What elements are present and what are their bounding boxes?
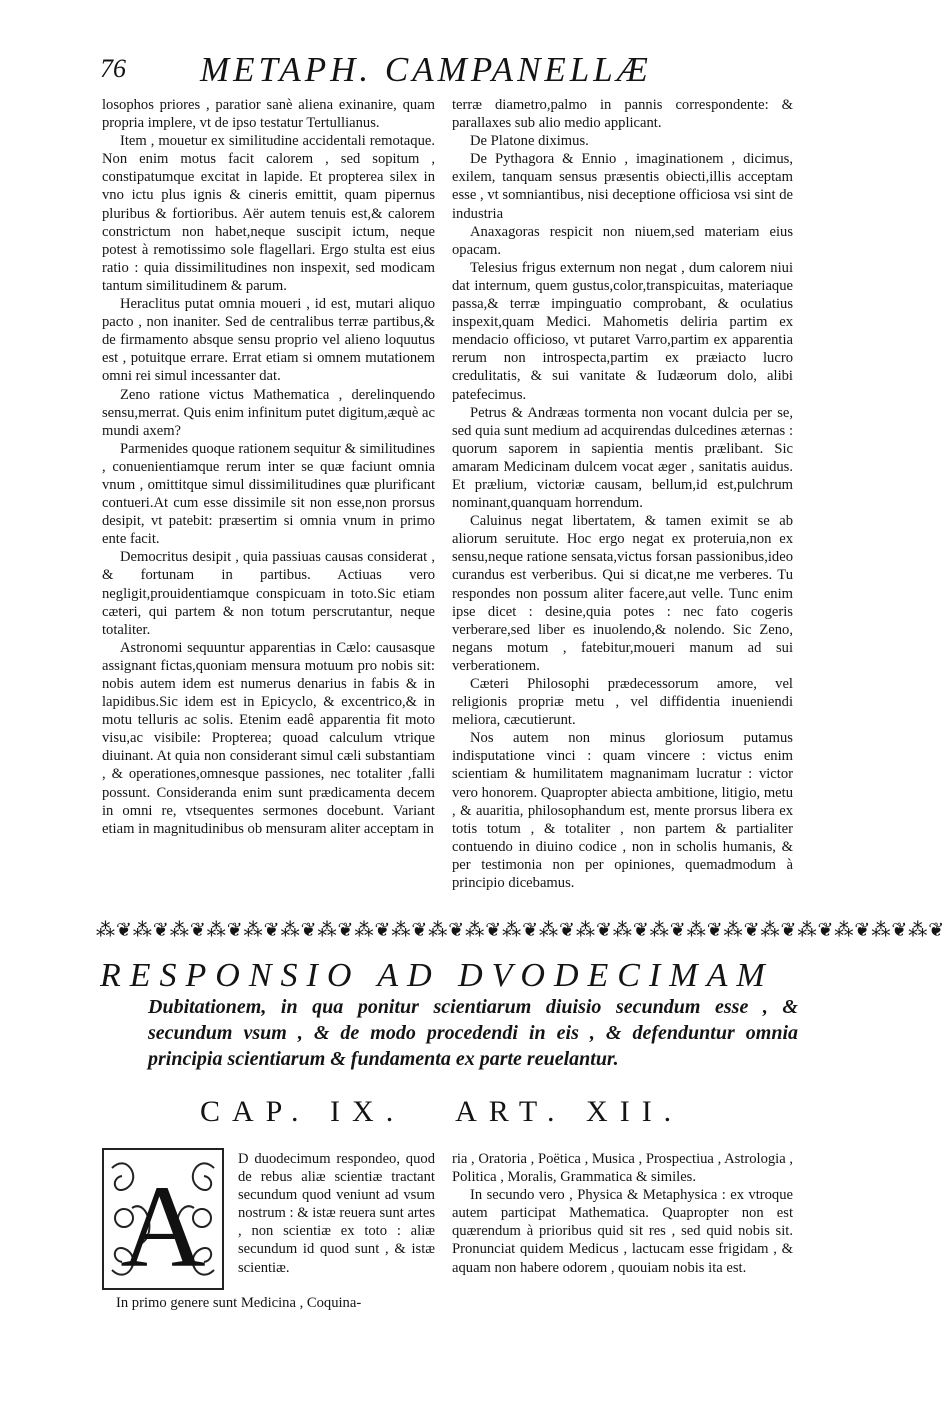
right-paragraph: De Pythagora & Ennio , imaginationem , dicimus, exilem, tanquam sensus præsentis obiecti,illis acceptam esse , vt somniantibus, nisi deceptione officiosa vsi sint de industria bbox=[452, 151, 793, 222]
bottom-right-paragraph: ria , Oratoria , Poëtica , Musica , Prospectiua , Astrologia , Politica , Moralis, Grammatica & similes. bbox=[452, 1151, 793, 1186]
right-paragraph: Caluinus negat libertatem, & tamen eximit se ab aliorum seruitute. Hoc ergo negat ex proteruia,non ex sensu,neque ratione sensata,victus forsan passionibus,ideo curandus est verberibus. Qui si dicat,ne me verberes. Tu respondes non possum aliter facere,aut velle. Tunc enim ipse dicet : desine,quia potes : nec fato cogeris verberare,sed liber es inuolendo,& nolendo. Sic Zeno, negans motum , fatebitur,moueri manum ad sui verberationem. bbox=[452, 513, 793, 674]
bottom-right-column bbox=[452, 1150, 793, 1320]
section-title: RESPONSIO AD DVODECIMAM bbox=[100, 957, 774, 994]
page-number: 76 bbox=[100, 54, 126, 83]
page-header bbox=[100, 48, 800, 98]
right-paragraph: Cæteri Philosophi prædecessorum amore, vel religionis propriæ metu , vel diffidentia inueniendi meliora, cæcutierunt. bbox=[452, 676, 793, 729]
left-column bbox=[102, 96, 435, 894]
left-paragraph: Item , mouetur ex similitudine accidentali remotaque. Non enim motus facit calorem , sed sopitum , constipatumque excitat in lapide. Et propterea silex in vno ictu plus ignis & cineris emittit, quam pipernus pluribus & fortioribus. Aër autem tenuis est,& calorem constrictum non habet,neque suscipit ictum, neque potest à remotissimo sole flagellari. Ergo stulta est eius ratio : quia dissimilitudines non inspexit, sed modicam tantum similitudinem & parum. bbox=[102, 133, 435, 294]
right-paragraph: Nos autem non minus gloriosum putamus indisputatione vinci : quam vincere : victus enim scientiam & humilitatem magnanimam lucratur : victor vero honorem. Quapropter abiecta ambitione, litigio, metu , & auaritia, philosophandum est, mente prorsus libera ex totis totum , & totaliter , non partem & partialiter contuendo in diuino codice , non in scholis humanis, & per testimonia non per opiniones, quemadmodum à principio dicebamus. bbox=[452, 730, 793, 892]
right-paragraph: terræ diametro,palmo in pannis correspondente: & parallaxes sub alio medio applicant. bbox=[452, 97, 793, 132]
right-paragraph: Petrus & Andræas tormenta non vocant dulcia per se, sed quia sunt medium ad acquirendas dulcedines æternas : quorum saporem in sapientia mentis prælibant. Sic amaram Medicinam dulcem vocat æger , sanitatis auidus. Et prælium, victoriæ causam, bellum,id est,pulchrum nominant,quanquam horrendum. bbox=[452, 404, 793, 512]
bottom-right-paragraph: In secundo vero , Physica & Metaphysica : ex vtroque autem participat Mathematica. Quapropter non est quærendum à prioribus quid sit res , sed quid nobis sit. Pronunciat quidem Medicus , lactucam esse frigidam , & aquam non habere odorem , quouiam nobis ita est. bbox=[452, 1187, 793, 1276]
right-paragraph: Telesius frigus externum non negat , dum calorem niui dat internum, quem gustus,color,transpicuitas, materiaque passa,& terræ impinguatio comprobant, & oculatius inspexit,quam Medici. Mahometis deliria partim ex mendacio officioso, vt putaret Varro,partim ex apparentia rerum non introspecta,partim ex præiacto lucro credulitatis, & sui vanitate & Iudæorum dolo, alibi patefecimus. bbox=[452, 259, 793, 403]
chapter-number: CAP. IX. bbox=[200, 1095, 406, 1128]
left-paragraph: losophos priores , paratior sanè aliena exinanire, quam propria implere, vt de ipso testatur Tertullianus. bbox=[102, 97, 435, 132]
bottom-left-continuation: In primo genere sunt Medicina , Coquina- bbox=[116, 1295, 362, 1311]
bottom-left-paragraph: D duodecimum respondeo, quod de rebus aliæ scientiæ tractant secundum quod veniunt ad vsum nostrum : & istæ reuera sunt artes , non scientiæ ex toto : aliæ secundum id quod sunt , & istæ scientiæ. bbox=[238, 1151, 435, 1276]
article-number: ART. XII. bbox=[455, 1095, 684, 1128]
left-paragraph: Parmenides quoque rationem sequitur & similitudines , conuenientiamque rerum inter se quæ faciunt omnia vnum , omittitque simul dissimilitudines quæ plurificant contueri.At cum esse dissimile sit non esse,non prorsus desipit, vt patebit: præsertim si omnia vnum in primo ente facit. bbox=[102, 440, 435, 548]
section-subtitle: Dubitationem, in qua ponitur scientiarum diuisio secundum esse , & secundum vsum , & de modo procedendi in eis , & defenduntur omnia principia scientiarum & fundamenta ex parte reuelantur. bbox=[148, 996, 798, 1070]
drop-cap-ornament bbox=[102, 1148, 224, 1290]
left-paragraph: Democritus desipit , quia passiuas causas considerat , & fortunam in partibus. Actiuas vero negligit,prouidentiamque conspicuam in toto.Sic etiam cæteri, qui partem & non totum perscrutantur, neque totaliter. bbox=[102, 549, 435, 638]
left-paragraph: Heraclitus putat omnia moueri , id est, mutari aliquo pacto , non inaniter. Sed de centralibus terræ partibus,& de firmamento absque sensu proprio vel alieno loquutus est , potuitque errare. Errat etiam si omnem mutationem omni rei simul incessanter dat. bbox=[102, 296, 435, 385]
right-column bbox=[452, 96, 793, 894]
left-paragraph: Astronomi sequuntur apparentias in Cælo: causasque assignant fictas,quoniam mensura motuum pro nobis sit: nobis autem idem est numerus denarius in fabis & in lapidibus.Sic idem est in Epicyclo, & excentrico,& in motu telluris ac solis. Etenim eadê apparentia fit moto visu,ac visibile: Propterea; quoad calculum vtrique diuinant. At quia non considerant simul cæli substantiam , & operationes,omnesque passiones, nec totaliter ,falli possunt. Consideranda enim sunt prædicamenta decem in omni re, vtsequentes sermones docebunt. Variant etiam in magnitudinibus ob mensuram aliter acceptam in bbox=[102, 639, 435, 837]
running-title: METAPH. CAMPANELLÆ bbox=[200, 50, 652, 89]
right-paragraph: De Platone diximus. bbox=[470, 133, 589, 150]
drop-cap-letter: A bbox=[120, 1161, 206, 1292]
right-paragraph: Anaxagoras respicit non niuem,sed materiam eius opacam. bbox=[452, 223, 793, 258]
ornamental-divider: ⁂❦⁂❦⁂❦⁂❦⁂❦⁂❦⁂❦⁂❦⁂❦⁂❦⁂❦⁂❦⁂❦⁂❦⁂❦⁂❦⁂❦⁂❦⁂❦⁂❦⁂❦⁂❦⁂❦ bbox=[96, 920, 945, 941]
chapter-heading bbox=[200, 1092, 720, 1132]
left-paragraph: Zeno ratione victus Mathematica , derelinquendo sensu,merrat. Quis enim infinitum putet digitum,æquè ac mundi axem? bbox=[102, 386, 435, 439]
